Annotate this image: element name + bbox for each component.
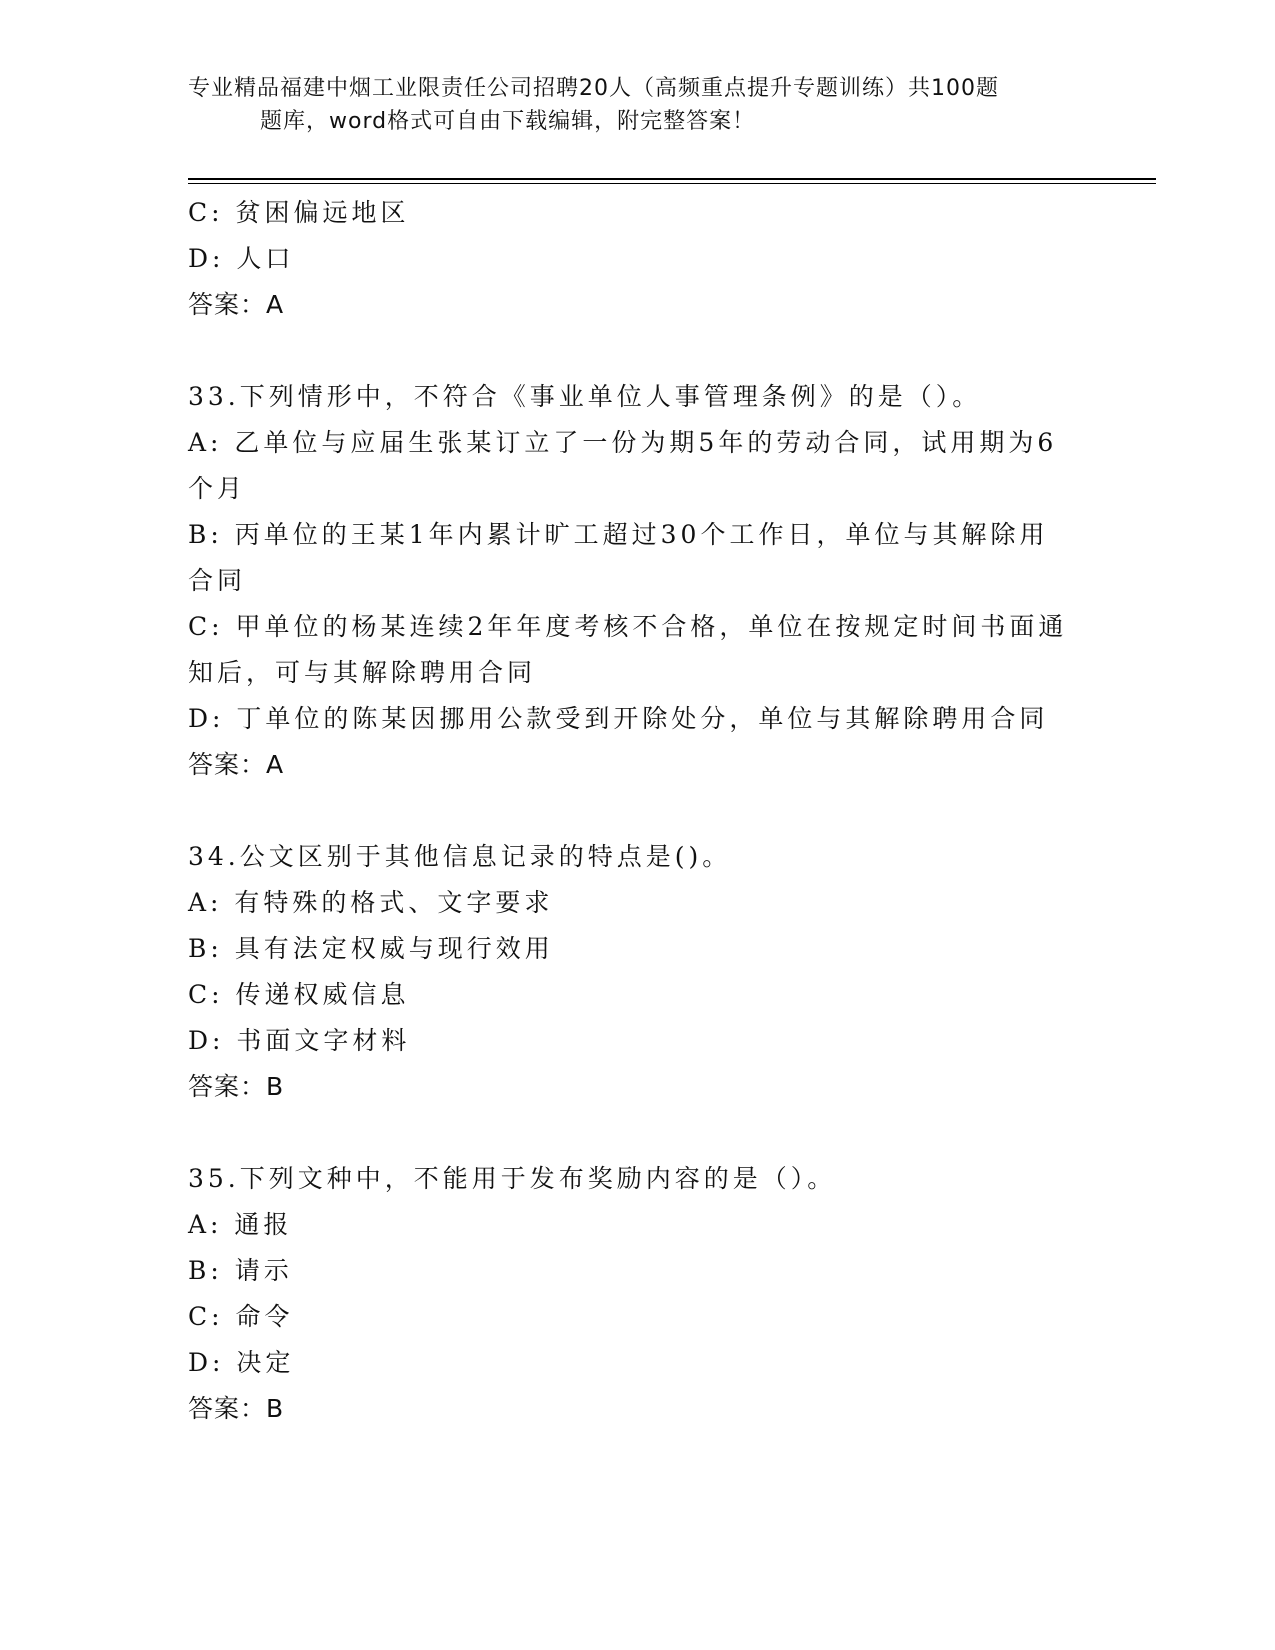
- question-34: [188, 834, 1078, 1110]
- option-b: B: 具有法定权威与现行效用: [188, 934, 554, 963]
- question-35: [188, 1156, 1078, 1432]
- answer-line: 答案：A: [188, 750, 285, 779]
- option-d: D: 决定: [188, 1348, 295, 1377]
- header-title-line2: 题库，word格式可自由下载编辑，附完整答案！: [260, 109, 756, 134]
- option-b: B: 丙单位的王某1年内累计旷工超过30个工作日，单位与其解除用: [188, 520, 1049, 549]
- answer-line: 答案：A: [188, 290, 285, 319]
- option-a: A: 有特殊的格式、文字要求: [188, 888, 554, 917]
- header-title-line1: 专业精品福建中烟工业限责任公司招聘20人（高频重点提升专题训练）共100题: [188, 76, 999, 101]
- question-32-tail: [188, 190, 1078, 328]
- option-c-continuation: 知后，可与其解除聘用合同: [188, 658, 537, 687]
- option-c: C: 传递权威信息: [188, 980, 410, 1009]
- question-stem: 35.下列文种中，不能用于发布奖励内容的是（）。: [188, 1164, 837, 1193]
- option-a: A: 通报: [188, 1210, 293, 1239]
- header-rule-thick: [188, 178, 1156, 180]
- option-c: C: 命令: [188, 1302, 294, 1331]
- option-d: D: 丁单位的陈某因挪用公款受到开除处分，单位与其解除聘用合同: [188, 704, 1049, 733]
- option-d: D: 人口: [188, 244, 295, 273]
- option-c: C: 甲单位的杨某连续2年年度考核不合格，单位在按规定时间书面通: [188, 612, 1068, 641]
- header-rule-thin: [188, 183, 1156, 184]
- option-a: A: 乙单位与应届生张某订立了一份为期5年的劳动合同，试用期为6: [188, 428, 1058, 457]
- question-stem: 34.公文区别于其他信息记录的特点是()。: [188, 842, 732, 871]
- option-b: B: 请示: [188, 1256, 293, 1285]
- spacer: [188, 328, 1078, 374]
- document-body: [188, 190, 1078, 1432]
- spacer: [188, 1110, 1078, 1156]
- option-b-continuation: 合同: [188, 566, 247, 595]
- spacer: [188, 788, 1078, 834]
- option-c: C: 贫困偏远地区: [188, 198, 410, 227]
- document-header: [188, 72, 1088, 138]
- question-stem: 33.下列情形中，不符合《事业单位人事管理条例》的是（）。: [188, 382, 982, 411]
- option-a-continuation: 个月: [188, 474, 247, 503]
- option-d: D: 书面文字材料: [188, 1026, 411, 1055]
- answer-line: 答案：B: [188, 1394, 285, 1423]
- answer-line: 答案：B: [188, 1072, 285, 1101]
- question-33: [188, 374, 1078, 788]
